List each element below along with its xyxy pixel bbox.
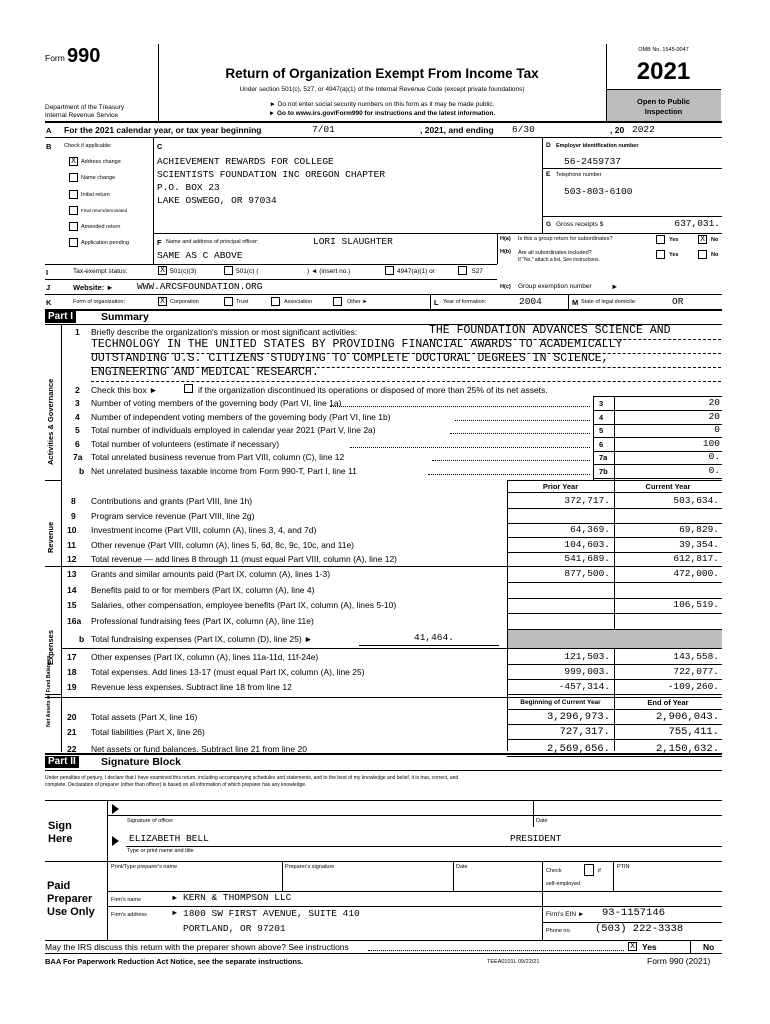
expense-current[interactable]: 472,000. [673, 568, 719, 579]
gov-line-text: Total unrelated business revenue from Part VIII, column (C), line 12 [91, 452, 345, 462]
gov-line-num: b [79, 465, 85, 476]
expense-line-num: 17 [67, 652, 77, 662]
ein-label: Firm's EIN ► [546, 911, 585, 918]
tax-year: 2021 [636, 58, 691, 85]
net-asset-line-text: Net assets or fund balances. Subtract line 21 from line 20 [91, 744, 307, 754]
hb-no-checkbox[interactable] [698, 250, 707, 259]
section-c-label: C [157, 142, 163, 151]
line-j-title: Website: ► [73, 283, 114, 292]
principal-officer[interactable]: LORI SLAUGHTER [313, 236, 393, 247]
firm-address-arrow-icon: ► [171, 908, 179, 917]
phone-label: Phone no. [546, 928, 572, 934]
hc-text: Group exemption number [518, 283, 592, 290]
amended-return-checkbox[interactable] [69, 222, 78, 231]
expense-prior[interactable]: -457,314. [558, 681, 610, 692]
application-pending-checkbox[interactable] [69, 238, 78, 247]
sign-label-2: Here [48, 833, 73, 845]
net-asset-begin[interactable]: 727,317. [559, 725, 610, 738]
col-end-year: End of Year [647, 698, 689, 707]
firm-ein[interactable]: 93-1157146 [602, 907, 666, 919]
hb-note: If "No," attach a list. See instructions. [518, 257, 600, 263]
b-item-address-change: Address change [81, 159, 121, 165]
net-asset-begin[interactable]: 2,569,656. [546, 743, 610, 755]
expense-line-text: Revenue less expenses. Subtract line 18 from line 12 [91, 682, 292, 692]
address-change-checkbox[interactable]: X [69, 157, 78, 166]
year-formation[interactable]: 2004 [519, 296, 542, 307]
hb-label: H(b) [500, 249, 511, 255]
expense-current[interactable]: 106,519. [673, 599, 719, 610]
line-a-mid: , 2021, and ending [420, 125, 494, 135]
revenue-prior[interactable]: 541,689. [564, 553, 610, 564]
perjury-line2: complete. Declaration of preparer (other than officer) is based on all information of which preparer has any knowledge. [45, 782, 307, 788]
form-code: TEEA0101L 09/22/21 [487, 959, 540, 965]
side-activities: Activities & Governance [46, 378, 55, 465]
firm-name-label: Firm's name [111, 897, 142, 903]
section-g-label: G [546, 221, 552, 228]
form-subtitle: Under section 501(c), 527, or 4947(a)(1) of the Internal Revenue Code (except private foundations) [239, 86, 525, 93]
paid-label: Paid [47, 880, 71, 892]
revenue-current[interactable]: 39,354. [679, 538, 719, 550]
ha-text: Is this a group return for subordinates? [518, 236, 613, 242]
principal-officer-address[interactable]: SAME AS C ABOVE [157, 250, 243, 261]
line2-text-a: Check this box ► [91, 385, 158, 395]
ha-no-checkbox[interactable]: X [698, 235, 707, 244]
line-l-label: L [434, 298, 439, 307]
expense-prior[interactable]: 121,503. [564, 651, 610, 662]
revenue-line-num: 9 [71, 510, 76, 521]
gov-line-box: 4 [599, 412, 604, 422]
line-k-title: Form of organization: [73, 299, 125, 305]
expense-line-num: 19 [67, 682, 77, 692]
baa-text: BAA For Paperwork Reduction Act Notice, see the separate instructions. [45, 957, 304, 966]
section-d-title: Employer identification number [556, 143, 639, 149]
website-value[interactable]: WWW.ARCSFOUNDATION.ORG [137, 281, 263, 292]
ptin-label: PTIN [617, 864, 630, 870]
section-e-label: E [546, 171, 551, 178]
preparer-label: Preparer [47, 893, 93, 905]
part2-title: Signature Block [101, 756, 181, 768]
hc-label: H(c) [500, 284, 511, 290]
firm-name[interactable]: KERN & THOMPSON LLC [183, 892, 292, 903]
other-checkbox[interactable] [333, 297, 342, 306]
section-f-label: F [157, 238, 162, 247]
col-begin-year: Beginning of Current Year [520, 699, 601, 706]
gov-line-text: Number of independent voting members of the governing body (Part VI, line 1b) [91, 411, 391, 422]
opt-501c: 501(c) ( [236, 268, 259, 275]
expense-current[interactable]: 143,558. [673, 651, 719, 662]
501c3-checkbox[interactable]: X [158, 266, 167, 275]
opt-4947: 4947(a)(1) or [397, 268, 435, 275]
revenue-line-num: 8 [71, 496, 76, 506]
gov-line-num: 5 [75, 425, 80, 435]
trust-checkbox[interactable] [224, 297, 233, 306]
inspection: Inspection [644, 107, 683, 116]
tax-year-end[interactable]: 6/30 [512, 124, 535, 135]
mission-2[interactable]: TECHNOLOGY IN THE UNITED STATES BY PROVIDING FINANCIAL AWARDS TO ACADEMICALLY [91, 338, 623, 351]
ha-yes: Yes [669, 237, 679, 243]
k-trust: Trust [236, 299, 249, 305]
gov-line-box: 5 [599, 426, 604, 435]
section-b-label: B [46, 142, 52, 151]
revenue-line-num: 11 [67, 539, 76, 550]
revenue-line-text: Other revenue (Part VIII, column (A), lines 5, 6d, 8c, 9c, 10c, and 11e) [91, 539, 354, 550]
prep-date-label: Date [456, 864, 468, 870]
name-arrow-icon [112, 836, 119, 846]
officer-name[interactable]: ELIZABETH BELL [129, 833, 209, 844]
mission-1[interactable]: THE FOUNDATION ADVANCES SCIENCE AND [429, 324, 671, 337]
expense-line-text: Total expenses. Add lines 13-17 (must equal Part IX, column (A), line 25) [91, 667, 365, 677]
gov-line-box: 7b [599, 466, 608, 476]
net-asset-line-text: Total assets (Part X, line 16) [91, 712, 198, 722]
officer-title[interactable]: PRESIDENT [510, 833, 562, 844]
side-expenses: Expenses [46, 629, 55, 665]
gov-line-text: Net unrelated business taxable income from Form 990-T, Part I, line 11 [91, 465, 357, 476]
firm-phone[interactable]: (503) 222-3338 [595, 923, 684, 935]
omb-number: OMB No. 1545-0047 [638, 47, 689, 53]
section-b-title: Check if applicable: [64, 143, 112, 149]
gov-line-value[interactable]: 0. [708, 464, 720, 476]
revenue-line-text: Investment income (Part VIII, column (A), lines 3, 4, and 7d) [91, 525, 317, 535]
firm-address-label: Firm's address [111, 912, 147, 918]
initial-return-checkbox[interactable] [69, 190, 78, 199]
form-number: 990 [67, 45, 101, 67]
b-item-amended-return: Amended return [81, 224, 121, 230]
line-a-text: For the 2021 calendar year, or tax year beginning [64, 125, 262, 135]
expense-line-num: 13 [67, 569, 77, 579]
line1-text: Briefly describe the organization's mission or most significant activities: [91, 327, 358, 337]
revenue-line-num: 10 [67, 525, 77, 535]
name-title-label: Type or print name and title [127, 848, 194, 854]
net-asset-line-num: 20 [67, 712, 77, 722]
association-checkbox[interactable] [271, 297, 280, 306]
b-item-application-pending: Application pending [81, 240, 130, 246]
form-title: Return of Organization Exempt From Income Tax [225, 66, 539, 81]
net-asset-end[interactable]: 755,411. [668, 725, 719, 738]
line-j-label: J [46, 283, 51, 292]
4947-checkbox[interactable] [385, 266, 394, 275]
k-other: Other ► [347, 299, 368, 305]
tax-year-begin[interactable]: 7/01 [312, 124, 335, 135]
discuss-yes: Yes [642, 942, 657, 952]
firm-address-1[interactable]: 1800 SW FIRST AVENUE, SUITE 410 [183, 908, 360, 919]
org-name-1[interactable]: ACHIEVEMENT REWARDS FOR COLLEGE [157, 156, 334, 167]
gov-line-box: 7a [599, 453, 608, 462]
line-k-label: K [46, 298, 52, 307]
527-checkbox[interactable] [458, 266, 467, 275]
gov-line-text: Number of voting members of the governing body (Part VI, line 1a) [91, 398, 342, 408]
self-employed-checkbox[interactable] [584, 864, 594, 876]
line2-num: 2 [75, 385, 80, 395]
instructions-link[interactable]: ► Go to www.irs.gov/Form990 for instructions and the latest information. [268, 110, 496, 117]
section-d-label: D [546, 142, 551, 149]
net-asset-line-text: Total liabilities (Part X, line 26) [91, 726, 205, 737]
firm-name-arrow-icon: ► [171, 893, 179, 902]
line-l-title: Year of formation: [443, 299, 487, 305]
b-item-initial-return: Initial return [81, 192, 110, 198]
self-employed-label: self-employed [546, 881, 581, 887]
dept-irs: Internal Revenue Service [45, 112, 118, 119]
mission-4[interactable]: ENGINEERING AND MEDICAL RESEARCH. [91, 366, 319, 379]
net-asset-line-num: 22 [67, 744, 77, 754]
opt-527: 527 [472, 268, 483, 275]
side-net-assets: Net Assets or Fund Balances [46, 655, 52, 727]
revenue-line-num: 12 [67, 554, 77, 564]
prep-sig-label: Preparer's signature [285, 864, 335, 870]
section-f-title: Name and address of principal officer: [166, 239, 259, 245]
gov-line-num: 7a [73, 452, 83, 462]
net-asset-end[interactable]: 2,906,043. [655, 711, 719, 723]
expense-line-num: 14 [67, 584, 77, 595]
expense-line-text: Professional fundraising fees (Part IX, column (A), line 11e) [91, 615, 314, 626]
line-a-yr-prefix: , 20 [610, 125, 625, 135]
sig-date-label: Date [536, 818, 548, 824]
perjury-line1: Under penalties of perjury, I declare that I have examined this return, including accompanying schedules and statements, and to the best of my knowledge and belief, it is true, correct, and [45, 775, 459, 781]
side-revenue: Revenue [46, 521, 55, 553]
sig-officer-label: Signature of officer [127, 818, 174, 824]
officer-signature-field[interactable] [126, 802, 530, 814]
hb-text: Are all subordinates included? [518, 250, 592, 256]
line2-text-b: if the organization discontinued its operations or disposed of more than 25% of its net assets. [198, 385, 548, 395]
expense-current[interactable]: -109,260. [667, 681, 719, 692]
net-asset-end[interactable]: 2,150,632. [655, 743, 719, 755]
k-association: Association [284, 299, 313, 305]
part1-label: Part I [45, 311, 76, 323]
check-label: Check [546, 868, 562, 874]
footer-form-ref: Form 990 (2021) [647, 956, 711, 966]
sign-arrow-icon [112, 804, 119, 814]
part1-title: Summary [101, 311, 149, 323]
revenue-current[interactable]: 503,634. [673, 495, 719, 506]
state-domicile[interactable]: OR [672, 296, 684, 307]
expense-line-text: Salaries, other compensation, employee benefits (Part IX, column (A), lines 5-10) [91, 600, 397, 610]
prep-name-label: Print/Type preparer's name [111, 864, 178, 870]
phone-value[interactable]: 503-803-6100 [564, 186, 633, 197]
section-g-title: Gross receipts $ [556, 221, 604, 228]
ssn-warning: ► Do not enter social security numbers on this form as it may be made public. [269, 101, 495, 108]
gov-line-num: 3 [75, 398, 80, 408]
revenue-prior[interactable]: 372,717. [564, 495, 610, 506]
hb-yes-checkbox[interactable] [656, 250, 665, 259]
discuss-yes-checkbox[interactable]: X [628, 942, 637, 951]
discuss-text: May the IRS discuss this return with the preparer shown above? See instructions [45, 942, 349, 952]
hc-arrow-icon: ► [611, 282, 619, 291]
expense-line-num: 18 [67, 667, 77, 677]
revenue-prior[interactable]: 104,603. [564, 538, 610, 550]
firm-address-2[interactable]: PORTLAND, OR 97201 [183, 923, 286, 934]
dept-treasury: Department of the Treasury [45, 104, 125, 111]
opt-501c3: 501(c)(3) [170, 268, 197, 275]
col-current-year: Current Year [645, 482, 691, 491]
line16b-text: Total fundraising expenses (Part IX, column (D), line 25) ► [91, 634, 313, 644]
org-address-1[interactable]: P.O. BOX 23 [157, 182, 220, 193]
line-m-title: State of legal domicile: [581, 299, 637, 305]
gov-line-value[interactable]: 0 [714, 424, 720, 435]
net-asset-begin[interactable]: 3,296,973. [546, 711, 610, 723]
org-address-2[interactable]: LAKE OSWEGO, OR 97034 [157, 195, 277, 206]
hb-no: No [711, 252, 719, 258]
use-only-label: Use Only [47, 906, 95, 918]
expense-line-text: Other expenses (Part IX, column (A), lines 11a-11d, 11f-24e) [91, 652, 319, 662]
gov-line-num: 6 [75, 438, 80, 449]
line-a-label: A [46, 126, 52, 135]
discuss-no: No [703, 942, 715, 952]
b-item-name-change: Name change [81, 175, 116, 181]
corporation-checkbox[interactable]: X [158, 297, 167, 306]
k-corporation: Corporation [170, 299, 199, 305]
col-prior-year: Prior Year [542, 482, 579, 491]
revenue-current[interactable]: 69,829. [679, 524, 719, 535]
final-return-checkbox[interactable] [69, 206, 78, 215]
discontinued-checkbox[interactable] [184, 384, 193, 393]
revenue-current[interactable]: 612,817. [673, 553, 719, 564]
opt-insert-no: ) ◄ (insert no.) [307, 268, 351, 275]
501c-checkbox[interactable] [224, 266, 233, 275]
net-asset-line-num: 21 [67, 726, 77, 737]
ha-yes-checkbox[interactable] [656, 235, 665, 244]
expense-line-num: 16a [67, 615, 82, 626]
revenue-line-text: Program service revenue (Part VIII, line 2g) [91, 510, 255, 521]
revenue-line-text: Total revenue — add lines 8 through 11 (must equal Part VIII, column (A), line 12) [91, 554, 397, 564]
expense-line-text: Grants and similar amounts paid (Part IX, column (A), lines 1-3) [91, 569, 331, 579]
ein-value[interactable]: 56-2459737 [564, 156, 622, 167]
line-i-title: Tax-exempt status: [73, 268, 128, 275]
gross-receipts[interactable]: 637,031. [674, 218, 720, 229]
expense-current[interactable]: 722,077. [673, 666, 719, 677]
sign-label-1: Sign [48, 820, 72, 832]
gov-line-box: 3 [599, 399, 604, 408]
section-e-title: Telephone number [556, 172, 602, 178]
gov-line-box: 6 [599, 439, 604, 449]
revenue-prior[interactable]: 64,369. [570, 524, 610, 535]
ha-label: H(a) [500, 236, 511, 242]
gov-line-value[interactable]: 0. [708, 451, 720, 462]
expense-prior[interactable]: 877,500. [564, 568, 610, 579]
gov-line-text: Total number of individuals employed in calendar year 2021 (Part V, line 2a) [91, 425, 376, 435]
line-i-label: I [46, 268, 49, 277]
b-item-final-return: Final return/terminated [81, 208, 128, 213]
ha-no: No [711, 237, 719, 243]
gov-line-value[interactable]: 20 [708, 410, 720, 422]
expense-prior[interactable]: 999,003. [564, 666, 610, 677]
fundraising-expenses[interactable]: 41,464. [414, 632, 454, 643]
gov-line-value[interactable]: 100 [702, 437, 720, 449]
expense-line-num: 15 [67, 600, 77, 610]
mission-3[interactable]: OUTSTANDING U.S. CITIZENS STUDYING TO COMPLETE DOCTORAL DEGREES IN SCIENCE, [91, 352, 609, 365]
form-label: Form [45, 53, 65, 63]
part2-label: Part II [45, 756, 79, 768]
gov-line-value[interactable]: 20 [708, 397, 720, 408]
open-to-public: Open to Public [637, 97, 690, 106]
org-name-2[interactable]: SCIENTISTS FOUNDATION INC OREGON CHAPTER [157, 169, 386, 180]
line16b-num: b [79, 634, 85, 644]
hb-yes: Yes [669, 252, 679, 258]
gov-line-text: Total number of volunteers (estimate if necessary) [91, 438, 280, 449]
if-label: if [598, 868, 601, 874]
tax-year-end-yr[interactable]: 2022 [632, 124, 655, 135]
expense-line-text: Benefits paid to or for members (Part IX, column (A), line 4) [91, 584, 315, 595]
revenue-line-text: Contributions and grants (Part VIII, line 1h) [91, 496, 253, 506]
name-change-checkbox[interactable] [69, 173, 78, 182]
line1-num: 1 [75, 327, 80, 337]
line-m-label: M [572, 298, 579, 307]
gov-line-num: 4 [75, 411, 80, 422]
